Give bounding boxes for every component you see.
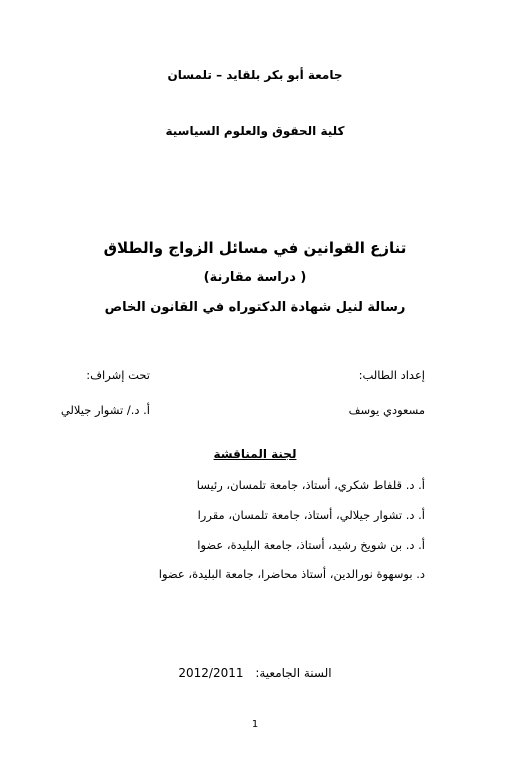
committee-member: أ. د. تشوار جيلالي، أستاذ، جامعة تلمسان، مقررا [197,508,425,522]
thesis-degree: رسالة لنيل شهادة الدكتوراه في القانون الخاص [104,300,406,315]
university-name: جامعة أبو بكر بلقايد – تلمسان [167,68,343,82]
page-number: 1 [251,719,259,730]
committee-member: د. بوسهوة نورالدين، أستاذ محاضرا، جامعة البليدة، عضوا [158,567,425,581]
supervisor-name: أ. د./ تشوار جيلالي [60,403,150,417]
committee-member: أ. د. قلفاط شكري، أستاذ، جامعة تلمسان، رئيسا [196,478,425,492]
thesis-subtitle: ( دراسة مقارنة) [203,270,307,285]
prepared-by-label: إعداد الطالب: [358,368,425,382]
academic-year [0,666,510,680]
academic-year-value: 2012/2011 [178,666,244,680]
supervisor-label: تحت إشراف: [86,368,150,382]
academic-year-label: السنة الجامعية: [255,666,332,680]
committee-title: لجنة المناقشة [213,447,297,461]
student-name: مسعودي يوسف [348,403,425,417]
thesis-title: تنازع القوانين في مسائل الزواج والطلاق [103,239,407,257]
committee-member: أ. د. بن شويخ رشيد، أستاذ، جامعة البليدة، عضوا [197,538,425,552]
faculty-name: كلية الحقوق والعلوم السياسية [165,124,345,138]
